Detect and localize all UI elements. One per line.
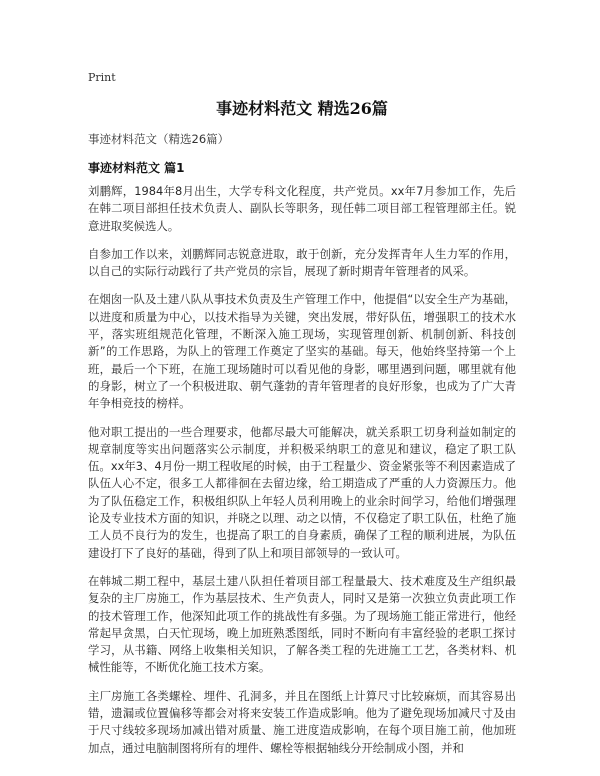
paragraph-4: 他对职工提出的一些合理要求，他都尽最大可能解决，就关系职工切身利益如制定的规章制度等实出问题落实公示制度，并积极采纳职工的意见和建议，稳定了职工队伍。xx年3、4月份一期工程收尾的时候，由于工程量少、资金紧张等不利因素造成了队伍人心不定，很多工人都徘徊在去留边缘，给工期造成了严重的人力资源压力。他为了队伍稳定工作，积极组织队上年轻人员利用晚上的业余时间学习，给他们增强理论及专业技术方面的知识，并晓之以理、动之以情，不仅稳定了职工队伍，杜绝了施工人员不良行为的发生，也提高了职工的自身素质，确保了工程的顺利进展，为队伍建设打下了良好的基础，得到了队上和项目部领导的一致认可。	[88, 424, 516, 560]
paragraph-3: 在烟囱一队及土建八队从事技术负责及生产管理工作中，他提倡“以安全生产为基础，以进度和质量为中心，以技术指导为关键，突出发展，带好队伍，增强职工的技术水平，落实班组规范化管理，不断深入施工现场，实现管理创新、机制创新、科技创新”的工作思路，为队上的管理工作奠定了坚实的基础。每天，他始终坚持第一个上班，最后一个下班，在施工现场随时可以看见他的身影，哪里遇到问题，哪里就有他的身影，树立了一个积极进取、朝气蓬勃的青年管理者的良好形象，也成为了广大青年争相竞技的榜样。	[88, 292, 516, 411]
paragraph-5: 在韩城二期工程中，基层土建八队担任着项目部工程量最大、技术难度及生产组织最复杂的主厂房施工，作为基层技术、生产负责人，同时又是第一次独立负责此项工作的技术管理工作，他深知此项工作的挑战性有多强。为了现场施工能正常进行，他经常起早贪黑，白天忙现场，晚上加班熟悉图纸，同时不断向有丰富经验的老职工探讨学习，从书籍、网络上收集相关知识，了解各类工程的先进施工工艺，各类材料、机械性能等，不断优化施工技术方案。	[88, 573, 516, 675]
article-body	[88, 183, 516, 768]
paragraph-2: 自参加工作以来，刘鹏辉同志锐意进取，敢于创新，充分发挥青年人生力军的作用，以自己的实际行动践行了共产党员的宗旨，展现了新时期青年管理者的风采。	[88, 246, 516, 279]
document-page	[88, 0, 516, 776]
page-subtitle: 事迹材料范文（精选26篇）	[88, 132, 230, 146]
print-link[interactable]: Print	[88, 71, 116, 84]
page-title: 事迹材料范文 精选26篇	[216, 99, 388, 118]
paragraph-6: 主厂房施工各类螺栓、埋件、孔洞多，并且在图纸上计算尺寸比较麻烦，而其容易出错，遗漏或位置偏移等都会对将来安装工作造成影响。他为了避免现场加减尺寸及由于尺寸线较多现场加减出错对质量、施工进度造成影响，在每个项目施工前，他加班加点，通过电脑制图将所有的埋件、螺栓等根据轴线分开绘制成小图，并和	[88, 688, 516, 755]
section-heading: 事迹材料范文 篇1	[88, 161, 185, 175]
paragraph-1: 刘鹏辉，1984年8月出生，大学专科文化程度，共产党员。xx年7月参加工作，先后在韩二项目部担任技术负责人、副队长等职务，现任韩二项目部工程管理部主任。锐意进取奖候选人。	[88, 184, 516, 233]
